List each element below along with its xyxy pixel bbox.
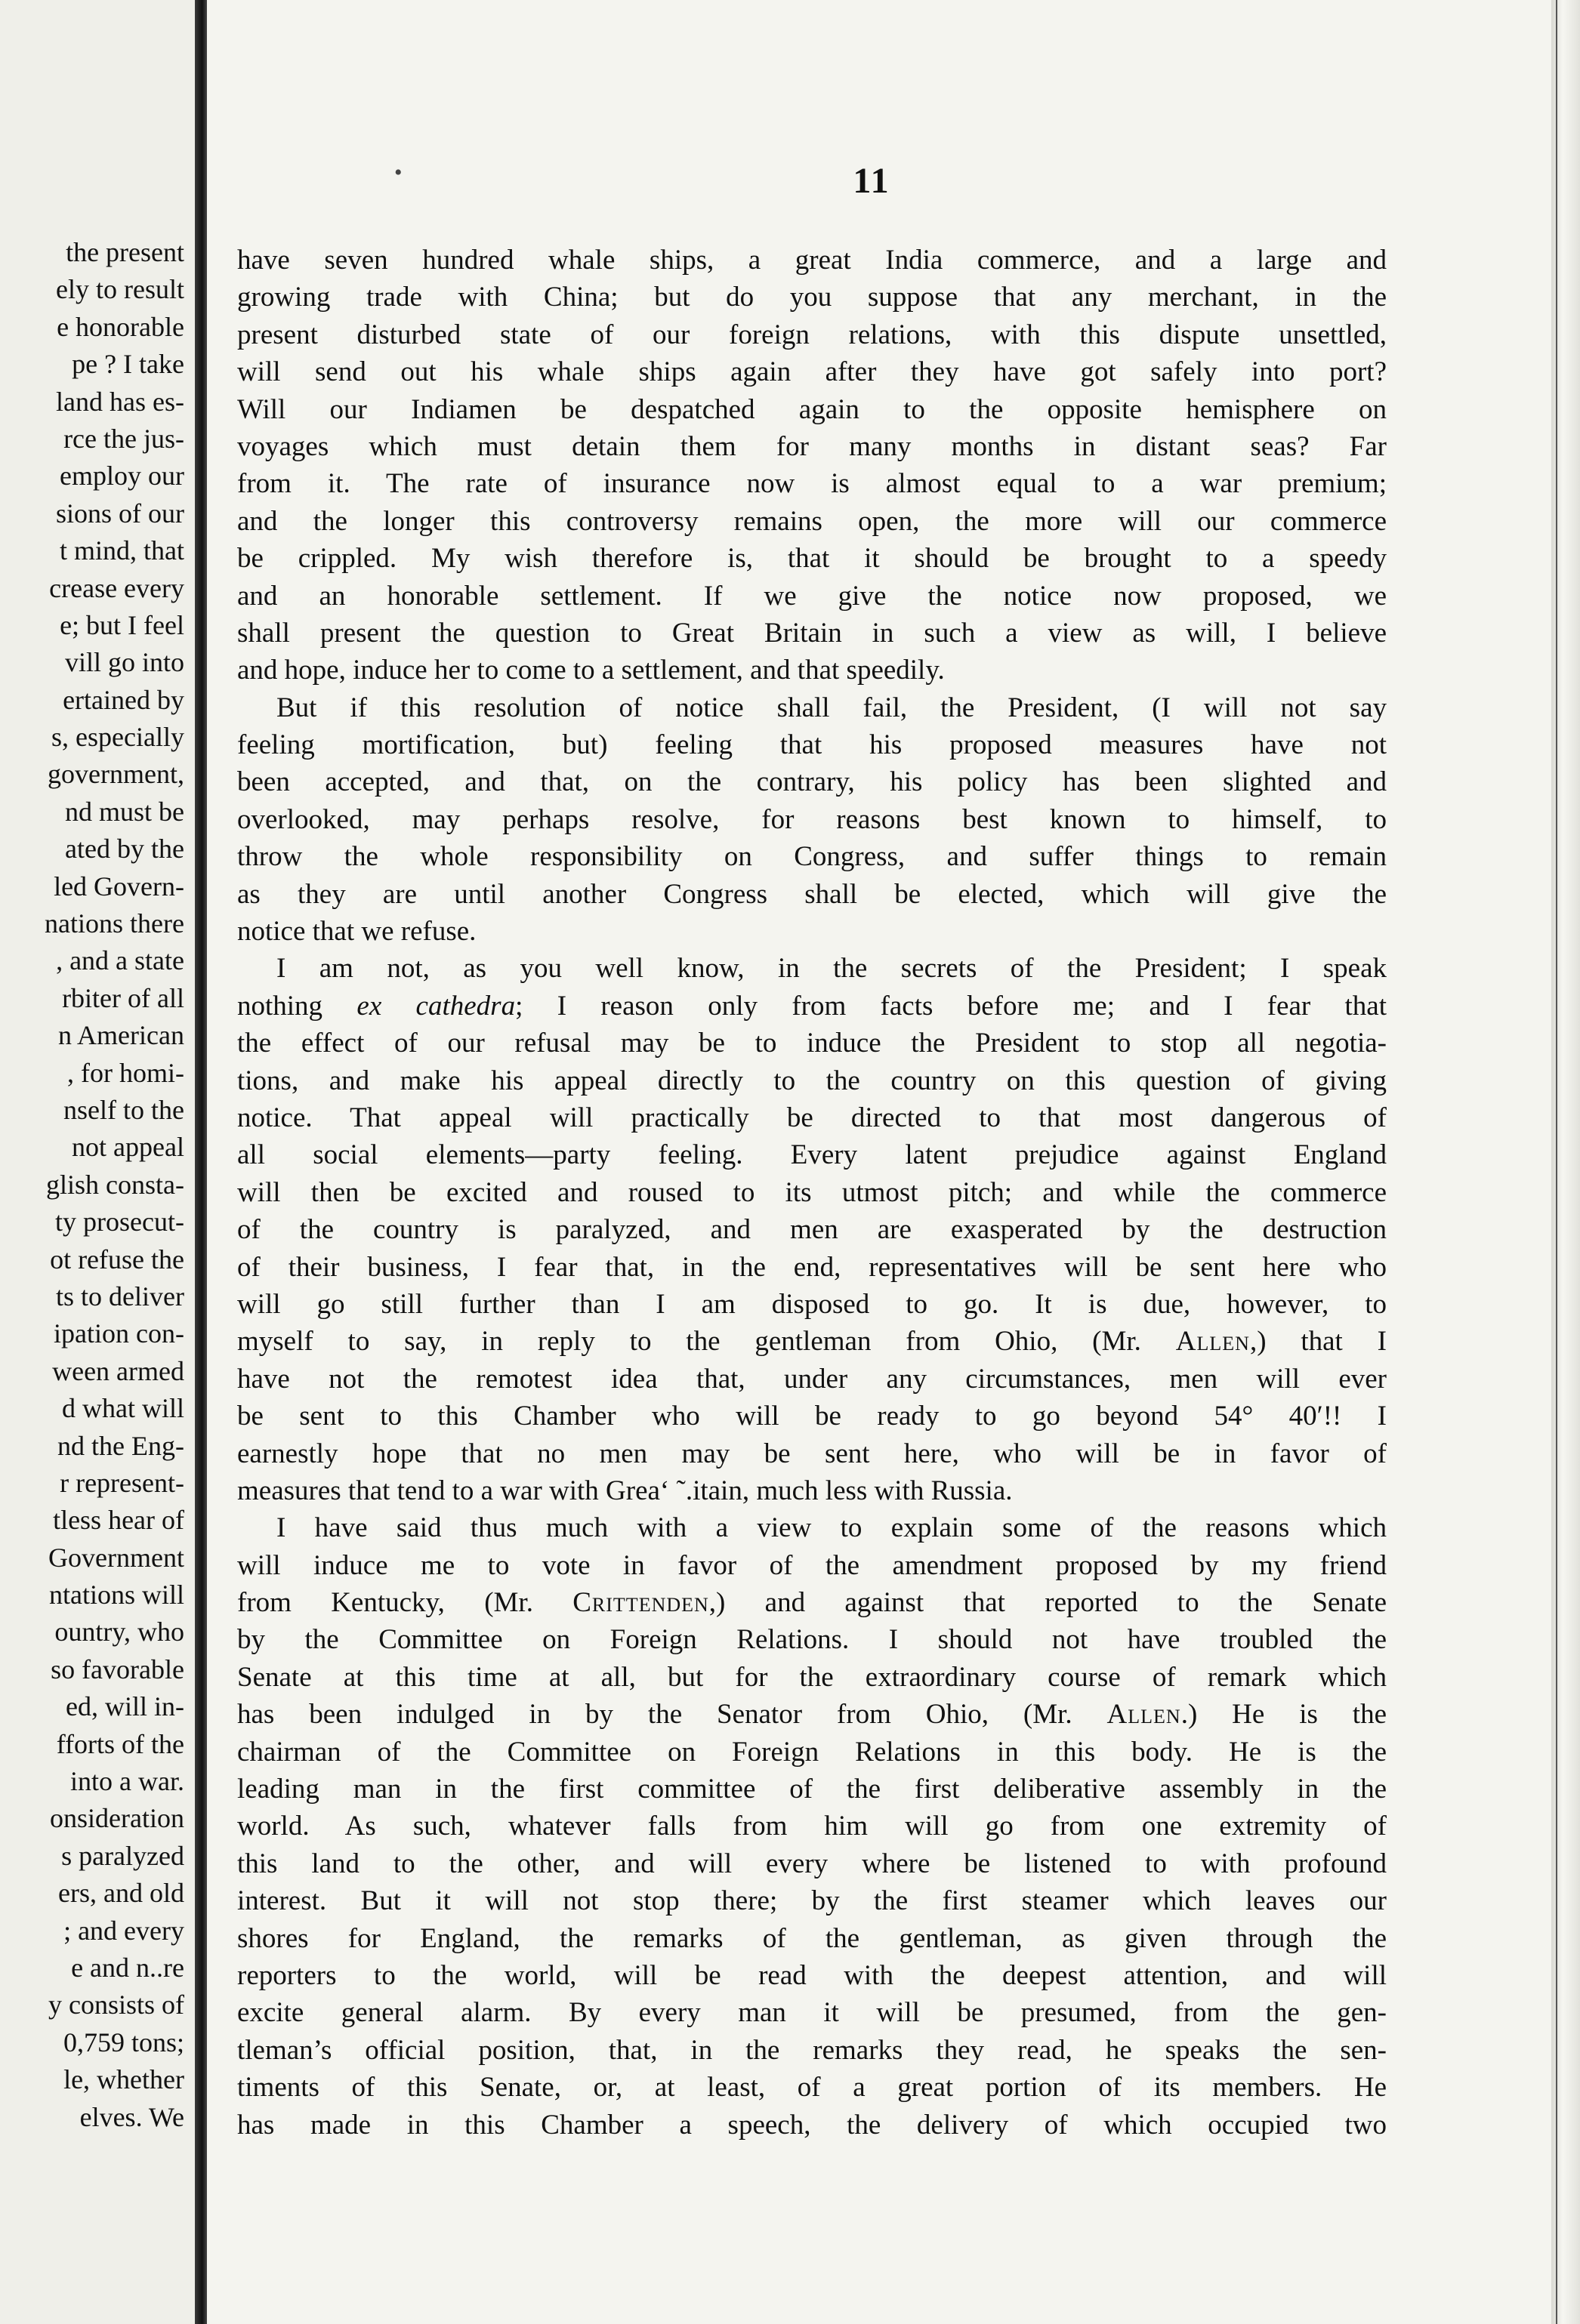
text-line: has been indulged in by the Senator from Ohio, (Mr. Allen.) He is the [237, 1699, 1387, 1731]
left-fragment-line: tless hear of [53, 1505, 184, 1536]
left-fragment-line: s, especially [51, 722, 184, 753]
left-fragment-line: ty prosecut- [55, 1207, 184, 1238]
left-fragment-line: fforts of the [56, 1728, 184, 1759]
left-fragment-line: glish consta- [46, 1169, 184, 1200]
text-line: overlooked, may perhaps resolve, for reasons best known to himself, to [237, 803, 1387, 835]
left-fragment-line: ot refuse the [50, 1244, 184, 1275]
text-line: from it. The rate of insurance now is almost equal to a war premium; [237, 468, 1387, 500]
left-fragment-line: ween armed [52, 1355, 184, 1386]
text-line: timents of this Senate, or, at least, of a great portion of its members. He [237, 2072, 1387, 2104]
left-fragment-line: t mind, that [60, 535, 184, 566]
left-fragment-line: nations there [45, 908, 184, 939]
text-line: all social elements—party feeling. Every latent prejudice against England [237, 1139, 1387, 1171]
ink-speck: • [394, 160, 403, 185]
text-line: excite general alarm. By every man it will be presumed, from the gen- [237, 1997, 1387, 2029]
text-line: as they are until another Congress shall be elected, which will give the [237, 878, 1387, 910]
left-fragment-line: , and a state [56, 945, 184, 976]
left-fragment-line: ntations will [49, 1580, 184, 1610]
left-fragment-line: sions of our [56, 498, 184, 529]
left-fragment-line: into a war. [70, 1766, 184, 1797]
text-line: have not the remotest idea that, under any circumstances, men will ever [237, 1363, 1387, 1395]
text-line: present disturbed state of our foreign relations, with this dispute unsettled, [237, 319, 1387, 350]
left-fragment-line: ountry, who [54, 1617, 184, 1647]
left-fragment-line: not appeal [72, 1132, 184, 1163]
left-fragment-line: nd the Eng- [57, 1430, 184, 1461]
text-line: leading man in the first committee of the first deliberative assembly in the [237, 1774, 1387, 1805]
left-fragment-line: rbiter of all [62, 982, 184, 1013]
text-line: interest. But it will not stop there; by the first steamer which leaves our [237, 1885, 1387, 1917]
left-fragment-line: government, [48, 759, 184, 790]
left-fragment-line: d what will [62, 1393, 184, 1424]
left-fragment-line: ers, and old [58, 1878, 184, 1909]
text-line: and hope, induce her to come to a settlement, and that speedily. [237, 655, 945, 686]
text-line: Senate at this time at all, but for the extraordinary course of remark which [237, 1661, 1387, 1693]
left-fragment-line: ertained by [63, 684, 184, 715]
left-fragment-line: r represent- [60, 1467, 184, 1498]
body-text [237, 242, 1387, 2144]
text-line: myself to say, in reply to the gentleman from Ohio, (Mr. Allen,) that I [237, 1326, 1387, 1358]
text-line: shall present the question to Great Britain in such a view as will, I believe [237, 617, 1387, 649]
text-line: tions, and make his appeal directly to the country on this question of giving [237, 1065, 1387, 1096]
left-fragment-line: n American [58, 1020, 184, 1051]
left-fragment-line: ; and every [63, 1915, 184, 1946]
text-line: have seven hundred whale ships, a great India commerce, and a large and [237, 245, 1387, 276]
text-line: Will our Indiamen be despatched again to the opposite hemisphere on [237, 393, 1387, 425]
text-line: measures that tend to a war with Grea‘ ˜.itain, much less with Russia. [237, 1475, 1013, 1506]
left-fragment-line: e and n..re [71, 1952, 184, 1983]
text-line: notice. That appeal will practically be directed to that most dangerous of [237, 1102, 1387, 1133]
text-line: and the longer this controversy remains open, the more will our commerce [237, 505, 1387, 537]
text-line: I am not, as you well know, in the secrets of the President; I speak [276, 953, 1387, 985]
left-column-text [45, 234, 184, 2136]
text-line: by the Committee on Foreign Relations. I should not have troubled the [237, 1624, 1387, 1656]
left-fragment-line: Government [48, 1542, 184, 1573]
text-line: will then be excited and roused to its utmost pitch; and while the commerce [237, 1176, 1387, 1208]
text-line: of the country is paralyzed, and men are exasperated by the destruction [237, 1214, 1387, 1246]
left-fragment-line: employ our [60, 461, 184, 492]
left-fragment-line: s paralyzed [61, 1840, 184, 1871]
page-edge [1551, 0, 1580, 2324]
left-fragment-line: ely to result [56, 274, 184, 305]
text-line: throw the whole responsibility on Congress, and suffer things to remain [237, 841, 1387, 873]
left-fragment-line: vill go into [64, 647, 184, 678]
text-line: shores for England, the remarks of the gentleman, as given through the [237, 1922, 1387, 1954]
text-line: the effect of our refusal may be to induce the President to stop all negotia- [237, 1028, 1387, 1059]
text-line: be sent to this Chamber who will be ready to go beyond 54° 40′!! I [237, 1401, 1387, 1432]
text-line: tleman’s official position, that, in the remarks they read, he speaks the sen- [237, 2034, 1387, 2066]
book-gutter [195, 0, 207, 2324]
left-fragment-line: y consists of [48, 1990, 184, 2020]
text-line: will send out his whale ships again after they have got safely into port? [237, 356, 1387, 388]
left-fragment-line: nd must be [65, 796, 184, 827]
text-line: world. As such, whatever falls from him will go from one extremity of [237, 1811, 1387, 1842]
text-line: feeling mortification, but) feeling that his proposed measures have not [237, 729, 1387, 761]
text-line: growing trade with China; but do you suppose that any merchant, in the [237, 282, 1387, 313]
text-line: will go still further than I am disposed to go. It is due, however, to [237, 1288, 1387, 1320]
text-line: chairman of the Committee on Foreign Relations in this body. He is the [237, 1736, 1387, 1768]
text-line: and an honorable settlement. If we give the notice now proposed, we [237, 580, 1387, 612]
text-line: reporters to the world, will be read with the deepest attention, and will [237, 1959, 1387, 1991]
left-fragment-line: ipation con- [54, 1318, 184, 1349]
edge-line [1556, 0, 1557, 2324]
left-fragment-line: ed, will in- [66, 1691, 184, 1722]
text-line: from Kentucky, (Mr. Crittenden,) and against that reported to the Senate [237, 1587, 1387, 1619]
text-line: nothing ex cathedra; I reason only from facts before me; and I fear that [237, 990, 1387, 1022]
text-line: notice that we refuse. [237, 916, 477, 948]
left-fragment-line: led Govern- [54, 871, 184, 902]
left-fragment-line: ts to deliver [56, 1281, 184, 1311]
text-line: be crippled. My wish therefore is, that it should be brought to a speedy [237, 543, 1387, 575]
left-fragment-line: 0,759 tons; [63, 2027, 184, 2057]
text-line: has made in this Chamber a speech, the delivery of which occupied two [237, 2109, 1387, 2141]
left-page-fragment [0, 0, 195, 2324]
page-number: 11 [853, 161, 890, 201]
left-fragment-line: e; but I feel [60, 609, 184, 640]
left-fragment-line: elves. We [79, 2101, 184, 2132]
left-fragment-line: crease every [49, 572, 184, 603]
left-fragment-line: land has es- [56, 386, 184, 417]
text-line: I have said thus much with a view to explain some of the reasons which [276, 1512, 1387, 1544]
text-line: been accepted, and that, on the contrary, his policy has been slighted and [237, 766, 1387, 798]
left-fragment-line: rce the jus- [63, 423, 184, 454]
left-fragment-line: le, whether [63, 2064, 184, 2095]
left-fragment-line: pe ? I take [72, 349, 184, 380]
text-line: will induce me to vote in favor of the amendment proposed by my friend [237, 1549, 1387, 1581]
text-line: of their business, I fear that, in the end, representatives will be sent here who [237, 1251, 1387, 1283]
left-fragment-line: nself to the [63, 1094, 184, 1125]
text-line: this land to the other, and will every where be listened to with profound [237, 1848, 1387, 1879]
left-fragment-line: ated by the [65, 834, 184, 865]
left-fragment-line: e honorable [57, 311, 184, 342]
left-fragment-line: onsideration [50, 1803, 184, 1834]
left-fragment-line: , for homi- [67, 1057, 184, 1088]
text-line: voyages which must detain them for many months in distant seas? Far [237, 430, 1387, 462]
left-fragment-line: the present [66, 237, 184, 267]
left-fragment-line: so favorable [51, 1654, 184, 1684]
text-line: But if this resolution of notice shall fail, the President, (I will not say [276, 692, 1387, 723]
text-line: earnestly hope that no men may be sent here, who will be in favor of [237, 1438, 1387, 1469]
right-page [207, 0, 1551, 2324]
